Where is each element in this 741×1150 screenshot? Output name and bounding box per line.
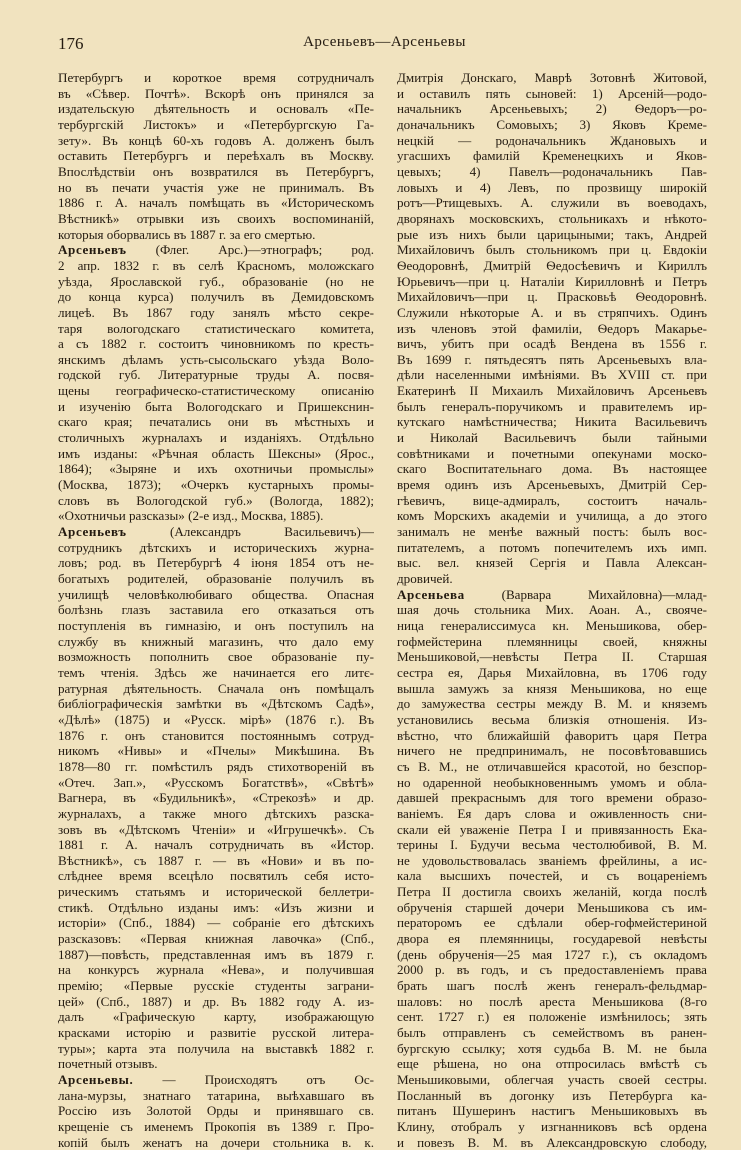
- right-text-line: и оставилъ пять сыновей: 1) Арсеній—родо-: [397, 85, 707, 101]
- right-text-line: Меньшиковыми, облегчая участь своей сестры.: [397, 1072, 707, 1087]
- right-text-line: доначальникъ Сомовыхъ; 3) Яковъ Креме-: [397, 116, 707, 132]
- right-text-line: и Николай Васильевичъ были тайными: [397, 430, 707, 446]
- left-text-line: лана-мурзы, знатнаго татарина, выѣхавшаго въ: [58, 1087, 374, 1103]
- left-text-line: 1878—80 гг. помѣстилъ рядъ стихотвореній въ: [58, 758, 374, 774]
- left-text-line: 1887)—повѣсть, представленная имъ въ 1879 г.: [58, 946, 374, 962]
- left-text-line: исторіи» (Спб., 1884) — собраніе его дѣтскихъ: [58, 915, 374, 931]
- right-text-line: былъ генералъ-поручикомъ и правителемъ ир-: [397, 398, 707, 414]
- left-text-line: но въ печати участія уже не принималъ. Въ: [58, 179, 374, 195]
- right-text-line: Служили нѣкоторые А. и въ стряпчихъ. Одинъ: [397, 304, 707, 320]
- left-text-line: крещеніе съ именемъ Прокопія въ 1389 г. Про-: [58, 1118, 374, 1134]
- right-text-line: сестра ея, Дарья Михайловна, въ 1706 году: [397, 664, 707, 680]
- right-text-line: Клину, отобралъ у изгнанниковъ всѣ ордена: [397, 1118, 707, 1134]
- right-text-line: до замужества сестры между В. М. и княземъ: [397, 696, 707, 712]
- right-text-line: время одинъ изъ Арсеньевыхъ, Дмитрій Сер-: [397, 477, 707, 493]
- right-text-line: комъ Морскихъ академіи и училища, а до этого: [397, 508, 707, 524]
- right-text-line: кала высшихъ почестей, и съ воцареніемъ: [397, 868, 707, 884]
- left-text-line: темъ чтенія. Здѣсь же начинается его литє-: [58, 664, 374, 680]
- right-text-line: ничего не предпринималъ, не посовѣтовавшись: [397, 743, 707, 759]
- right-text-line: ловыхъ и 4) Левъ, по прозвищу широкій: [397, 179, 707, 195]
- left-text-line: Вагнера, въ «Будильникѣ», «Стрекозѣ» и др.: [58, 790, 374, 806]
- left-text-line: зету». Въ концѣ 60-хъ годовъ А. долженъ былъ: [58, 132, 374, 148]
- left-text-line: годской губ. Литературные труды А. посвя-: [58, 367, 374, 383]
- left-text-line: поступленія въ гимназію, и онъ поступилъ на: [58, 617, 374, 633]
- right-text-line: нецкій — родоначальникъ Ждановыхъ и: [397, 132, 707, 148]
- left-text-line: которыя оборвались въ 1887 г. за его смертью.: [58, 226, 316, 242]
- right-text-line: гофмейстерина племянницы своей, княжны: [397, 633, 707, 649]
- left-text-line: янскимъ дѣламъ усть-сысольскаго уѣзда Воло-: [58, 351, 374, 367]
- right-text-line: еще рѣшена, но она отпросилась вмѣстѣ съ: [397, 1056, 707, 1072]
- right-text-line: угасшихъ фамилій Кременецкихъ и Яков-: [397, 148, 707, 164]
- entry-headword: Арсеньевъ: [58, 524, 127, 540]
- left-text-line: далъ «Графическую карту, изображающую: [58, 1009, 374, 1025]
- right-text-line: цевыхъ; 4) Павелъ—родоначальникъ Пав-: [397, 163, 707, 179]
- left-text-line: возможность пополнить свое образованіе пу-: [58, 649, 374, 665]
- right-text-line: дѣли населенными имѣніями. Въ XVIII ст. при: [397, 367, 707, 383]
- left-text-line: Петербургъ и короткое время сотрудничалъ: [58, 70, 374, 85]
- right-text-line: Въ 1699 г. пятьдесятъ пять Арсеньевыхъ вла-: [397, 351, 707, 367]
- right-text-line: и повезъ В. М. въ Александровскую слободу,: [397, 1134, 707, 1150]
- left-text-line: премію; «Первые русскіе студенты заграни-: [58, 978, 374, 994]
- left-text-line: 2 апр. 1832 г. въ селѣ Красномъ, моложскаго: [58, 257, 374, 273]
- right-text-line: кутскаго намѣстничества; Никита Васильевичъ: [397, 414, 707, 430]
- left-text-line: училищѣ человѣколюбиваго общества. Опасная: [58, 586, 374, 602]
- right-text-line: Дмитрія Донскаго, Маврѣ Зотовнѣ Житовой,: [397, 70, 707, 85]
- right-text-line: начальникъ Арсеньевыхъ; 2) Ѳедоръ—ро-: [397, 101, 707, 117]
- right-text-line: ваніемъ. Ея даръ слова и оживленность сни-: [397, 805, 707, 821]
- right-text-line: дворянахъ московскихъ, стольникахъ и нѣкото-: [397, 210, 707, 226]
- right-text-line: Ѳеодоровнѣ, Дмитрій Ѳедосѣевичъ и Кириллъ: [397, 257, 707, 273]
- left-text-line: 1881 г. А. началъ сотрудничать въ «Истор.: [58, 837, 374, 853]
- left-text-line: Арсеньевъ (Александръ Васильевичъ)—: [58, 524, 374, 540]
- left-text-line: Россію изъ Золотой Орды и принявшаго св.: [58, 1103, 374, 1119]
- right-text-line: скали ей уваженіе Петра I и привязанность Ека-: [397, 821, 707, 837]
- left-text-line: лицеѣ. Въ 1867 году занялъ мѣсто секре-: [58, 304, 374, 320]
- right-text-line: шаловъ: но послѣ ареста Меньшикова (8-го: [397, 993, 707, 1009]
- right-text-line: двора ея племянницы, государевой невѣсты: [397, 931, 707, 947]
- left-text-line: уѣзда, Ярославской губ., образованіе (но не: [58, 273, 374, 289]
- right-text-line: питанъ Шушеринъ настигъ Меньшиковыхъ въ: [397, 1103, 707, 1119]
- entry-headword: Арсеньевъ: [58, 242, 127, 258]
- left-text-line: щены географическо-статистическому описанію: [58, 383, 374, 399]
- left-text-line: въ «Сѣвер. Почтѣ». Вскорѣ онъ принялся за: [58, 85, 374, 101]
- left-text-line: слѣднее время всецѣло посвятилъ себя исто-: [58, 868, 374, 884]
- left-text-line: Вѣстникѣ» отрывки изъ своихъ воспоминаній,: [58, 210, 374, 226]
- left-text-line: разсказовъ: «Первая книжная лавочка» (Спб.,: [58, 931, 374, 947]
- left-column: [58, 70, 374, 1150]
- right-text-line: установились весьма близкія отношенія. Из-: [397, 711, 707, 727]
- right-text-line: шая дочь стольника Мих. Аоан. А., свояче-: [397, 602, 707, 618]
- running-head: Арсеньевъ—Арсеньевы: [303, 34, 466, 50]
- entry-headword: Арсеньевы.: [58, 1072, 134, 1087]
- right-text-line: рые изъ нихъ были царицыными; такъ, Андрей: [397, 226, 707, 242]
- left-text-line: зовъ въ «Дѣтскомъ Чтеніи» и «Игрушечкѣ». Съ: [58, 821, 374, 837]
- left-text-line: болѣзнь глазъ заставила его отказаться отъ: [58, 602, 374, 618]
- right-text-line: Михайловичъ—при ц. Прасковьѣ Ѳеодоровнѣ.: [397, 289, 707, 305]
- left-text-line: и изученію быта Вологодскаго и Пришекснин-: [58, 398, 374, 414]
- right-text-line: не удовольствовалась званіемъ фрейлины, а ис-: [397, 852, 707, 868]
- left-text-line: службу въ книжный магазинъ, что дало ему: [58, 633, 374, 649]
- left-text-line: ловъ; род. въ Петербургѣ 4 іюня 1854 отъ не-: [58, 555, 374, 571]
- left-text-line: словъ въ Вологодской губ.» (Вологда, 1882);: [58, 492, 374, 508]
- left-text-line: библіографическія замѣтки въ «Дѣтскомъ Садѣ»,: [58, 696, 374, 712]
- left-text-line: Впослѣдствіи онъ возвратился въ Петербургъ,: [58, 163, 374, 179]
- right-text-line: вышла замужъ за князя Меньшикова, но еще: [397, 680, 707, 696]
- left-text-line: сотрудникъ дѣтскихъ и историческихъ журна-: [58, 539, 374, 555]
- right-text-line: ператоромъ ее сдѣлали обер-гофмейстериной: [397, 915, 707, 931]
- left-text-line: Вѣстникѣ», съ 1887 г. — въ «Нови» и въ по-: [58, 852, 374, 868]
- left-text-line: таря вологодскаго статистическаго комитета,: [58, 320, 374, 336]
- left-text-line: рическимъ статьямъ и исторической беллетри-: [58, 884, 374, 900]
- left-text-line: никомъ «Нивы» и «Пчелы» Микѣшина. Въ: [58, 743, 374, 759]
- left-text-line: журналахъ, а также много дѣтскихъ разска-: [58, 805, 374, 821]
- right-text-line: Петра II достигла своихъ желаній, когда послѣ: [397, 884, 707, 900]
- left-text-line: «Дѣлѣ» (1875) и «Русск. мірѣ» (1876 г.). Въ: [58, 711, 374, 727]
- right-text-line: Екатеринѣ II Михаилъ Михайловичъ Арсеньевъ: [397, 383, 707, 399]
- right-column: [397, 70, 707, 1150]
- left-text-line: 1886 г. А. началъ помѣщать въ «Историческомъ: [58, 195, 374, 211]
- left-text-line: копій былъ женатъ на дочери стольника в. к.: [58, 1134, 374, 1150]
- right-text-line: бургскую ссылку; хотя судьба В. М. не была: [397, 1040, 707, 1056]
- right-text-line: совѣтниками и почетными опекунами моско-: [397, 445, 707, 461]
- right-text-line: 2000 р. въ годъ, и съ предоставленіемъ права: [397, 962, 707, 978]
- left-text-line: богатыхъ родителей, образованіе получилъ въ: [58, 571, 374, 586]
- left-text-line: имъ изданы: «Рѣчная область Шексны» (Ярос.,: [58, 445, 374, 461]
- right-text-line: Юрьевичъ—при ц. Наталіи Кирилловнѣ и Петръ: [397, 273, 707, 289]
- left-text-line: цей» (Спб., 1887) и др. Въ 1882 году А. из-: [58, 993, 374, 1009]
- left-text-line: скаго края; печатались они въ мѣстныхъ и: [58, 414, 374, 430]
- right-text-line: Меньшиковой,—невѣсты Петра II. Старшая: [397, 649, 707, 665]
- right-text-line: гѣевичъ, вице-адмиралъ, состоитъ началь-: [397, 492, 707, 508]
- left-text-line: издательскую дѣятельность и основалъ «Пе-: [58, 101, 374, 117]
- left-text-line: до конца курса) получилъ въ Демидовскомъ: [58, 289, 374, 305]
- right-text-line: но одаренной необыкновеннымъ умомъ и обла-: [397, 774, 707, 790]
- entry-headword: Арсеньева: [397, 586, 465, 602]
- right-text-line: питателемъ, а потомъ попечителемъ ихъ имп.: [397, 539, 707, 555]
- left-text-line: ратурная дѣятельность. Сначала онъ помѣщалъ: [58, 680, 374, 696]
- right-text-line: Арсеньева (Варвара Михайловна)—млад-: [397, 586, 707, 602]
- left-text-line: тербургскій Листокъ» и «Петербургскую Га-: [58, 116, 374, 132]
- right-text-line: ротъ—Ртищевыхъ. А. служили въ воеводахъ,: [397, 195, 707, 211]
- left-text-line: «Охотничьи разсказы» (2-е изд., Москва, 1885).: [58, 508, 324, 524]
- left-text-line: оставить Петербургъ и переѣхалъ въ Москву.: [58, 148, 374, 164]
- right-text-line: дровичей.: [397, 571, 453, 586]
- right-text-line: скаго Воспитательнаго дома. Въ настоящее: [397, 461, 707, 477]
- right-text-line: (день обрученія—25 мая 1727 г.), съ окладомъ: [397, 946, 707, 962]
- left-text-line: 1876 г. онъ становится постояннымъ сотруд-: [58, 727, 374, 743]
- left-text-line: на конкурсъ журнала «Нева», и получившая: [58, 962, 374, 978]
- page-number: 176: [58, 34, 84, 53]
- right-text-line: изъ членовъ этой фамиліи, Ѳедоръ Макарье-: [397, 320, 707, 336]
- right-text-line: брать шагъ послѣ женъ генералъ-фельдмар-: [397, 978, 707, 994]
- left-text-line: туры»; карта эта получила на выставкѣ 1882 г.: [58, 1040, 374, 1056]
- right-text-line: вѣстно, что ближайшій фаворитъ царя Петра: [397, 727, 707, 743]
- right-text-line: ница генералиссимуса кн. Меньшикова, обер-: [397, 617, 707, 633]
- left-text-line: Арсеньевъ (Флег. Арс.)—этнографъ; род.: [58, 242, 374, 258]
- right-text-line: давшей прекраснымъ для того времени образо-: [397, 790, 707, 806]
- left-text-line: столичныхъ журналахъ и изданіяхъ. Отдѣльно: [58, 430, 374, 446]
- right-text-line: Посланный въ догонку изъ Петербурга ка-: [397, 1087, 707, 1103]
- left-text-line: а съ 1882 г. состоитъ чиновникомъ по кресть-: [58, 336, 374, 352]
- right-text-line: обрученія старшей дочери Меньшикова съ им-: [397, 899, 707, 915]
- page-header: [58, 26, 711, 56]
- right-text-line: Михайловичъ былъ стольникомъ при ц. Евдокіи: [397, 242, 707, 258]
- right-text-line: терины I. Будучи весьма честолюбивой, В. М.: [397, 837, 707, 853]
- left-text-line: стикѣ. Отдѣльно изданы имъ: «Изъ жизни и: [58, 899, 374, 915]
- left-text-line: 1864); «Зыряне и ихъ охотничьи промыслы»: [58, 461, 374, 477]
- right-text-line: былъ отправленъ съ семействомъ въ ранен-: [397, 1025, 707, 1041]
- right-text-line: выс. вел. князей Сергія и Павла Алексан-: [397, 555, 707, 571]
- left-text-line: красками исторію и развитіе русской литера-: [58, 1025, 374, 1041]
- right-text-line: съ В. М., не отличавшейся красотой, но безспор-: [397, 758, 707, 774]
- left-text-line: почетный отзывъ.: [58, 1056, 158, 1072]
- left-text-line: «Отеч. Зап.», «Русскомъ Богатствѣ», «Свѣтѣ»: [58, 774, 374, 790]
- right-text-line: вичъ, убитъ при осадѣ Вендена въ 1556 г.: [397, 336, 707, 352]
- left-text-line: (Москва, 1873); «Очеркъ кустарныхъ промы-: [58, 477, 374, 493]
- left-text-line: Арсеньевы. — Происходятъ отъ Ос-: [58, 1072, 374, 1087]
- right-text-line: сент. 1727 г.) ея положеніе измѣнилось; зять: [397, 1009, 707, 1025]
- right-text-line: занималъ не менѣе важный постъ: былъ вос-: [397, 524, 707, 540]
